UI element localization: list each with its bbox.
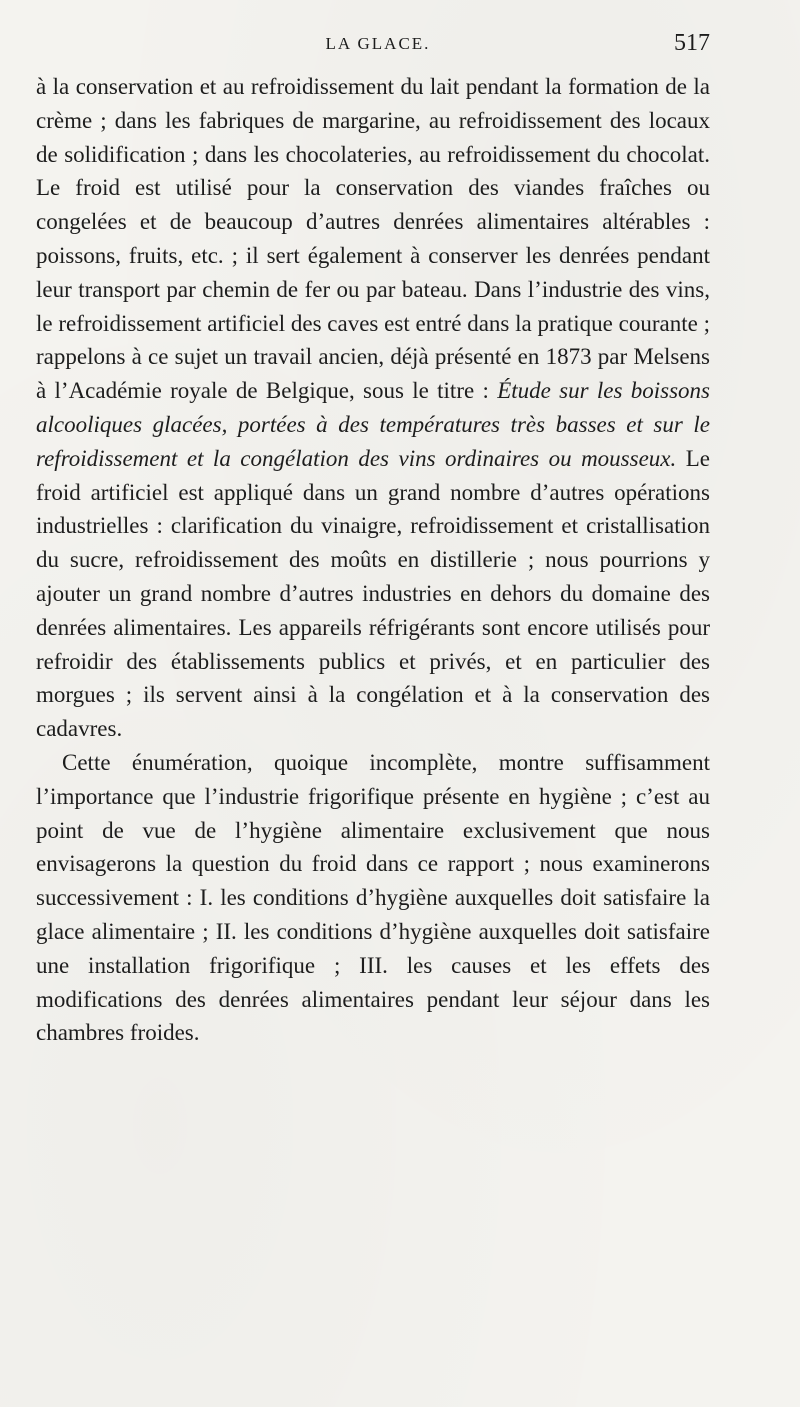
body-text	[36, 70, 710, 1050]
page-number: 517	[674, 30, 710, 56]
paragraph-text: à la conservation et au refroidissement du lait pendant la formation de la crème ; dans les fabriques de margarine, au refroidissement des locaux de solidification ; dans les chocolateries, au refroidissement du chocolat. Le froid est utilisé pour la conservation des viandes fraîches ou congelées et de beaucoup d’autres denrées alimentaires altérables : poissons, fruits, etc. ; il sert également à conserver les denrées pendant leur transport par chemin de fer ou par bateau. Dans l’industrie des vins, le refroidissement artificiel des caves est entré dans la pratique courante ; rappelons à ce sujet un travail ancien, déjà présenté en 1873 par Melsens à l’Académie royale de Belgique, sous le titre :	[36, 74, 710, 404]
page-header	[36, 30, 710, 62]
paragraph-enumeration	[36, 746, 710, 1050]
paragraph-text: Le froid artificiel est appliqué dans un grand nombre d’autres opérations industrielles : clarification du vinaigre, refroidissement et cristallisation du sucre, refroidissement des moûts en distillerie ; nous pourrions y ajouter un grand nombre d’autres industries en dehors du domaine des denrées alimentaires. Les appareils réfrigérants sont encore utilisés pour refroidir des établissements publics et privés, et en particulier des morgues ; ils servent ainsi à la congélation et à la conservation des cadavres.	[36, 445, 710, 742]
italic-work-title: Étude sur les boissons alcooliques glacées, portées à des températures très basses et sur le refroidissement et la congélation des vins ordinaires ou mousseux.	[36, 378, 711, 471]
paragraph-continuation	[36, 70, 710, 746]
paragraph-text: Cette énumération, quoique incomplète, montre suffisamment l’importance que l’industrie frigorifique présente en hygiène ; c’est au point de vue de l’hygiène alimentaire exclusivement que nous envisagerons la question du froid dans ce rapport ; nous examinerons successivement : I. les conditions d’hygiène auxquelles doit satisfaire la glace alimentaire ; II. les conditions d’hygiène auxquelles doit satisfaire une installation frigorifique ; III. les causes et les effets des modifications des denrées alimentaires pendant leur séjour dans les chambres froides.	[36, 749, 710, 1046]
running-title: LA GLACE.	[325, 34, 431, 53]
